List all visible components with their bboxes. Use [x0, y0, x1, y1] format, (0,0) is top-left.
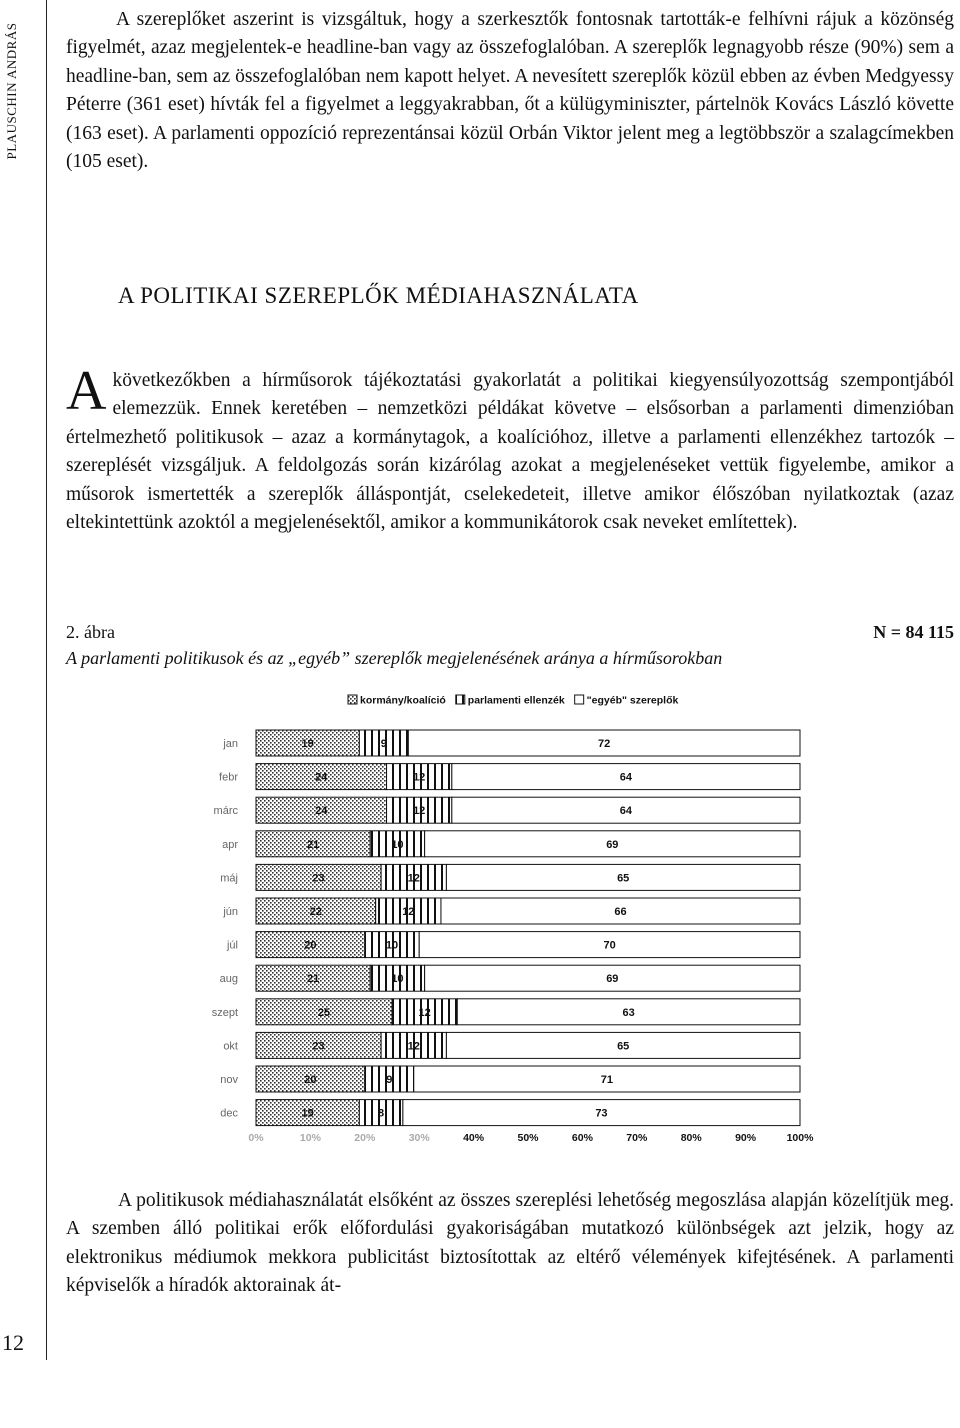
tick-label: 40% — [463, 1132, 485, 1145]
category-label: dec — [220, 1107, 238, 1120]
data-label: 12 — [407, 1040, 420, 1053]
data-label: 12 — [413, 805, 426, 818]
data-label: 25 — [317, 1006, 331, 1019]
running-author — [2, 8, 22, 178]
figure-number: 2. ábra — [66, 622, 115, 642]
data-label: 20 — [304, 939, 317, 952]
data-label: 64 — [619, 771, 633, 784]
tick-label: 100% — [786, 1132, 814, 1145]
category-label: jún — [223, 906, 238, 918]
tick-label: 50% — [517, 1132, 539, 1145]
data-label: 73 — [595, 1107, 608, 1120]
author-name: PLAUSCHIN ANDRÁS — [4, 22, 19, 160]
paragraph-2-text: következőkben a hírműsorok tájékoztatási gyakorlatát a politikai kiegyensúlyozottság szempontjából elemezzük. Ennek keretében – nemzetközi példákat követve – elsősorban a parlamenti dimenzióban értelmezhető politikusok – azaz a kormánytagok, a koalícióhoz, illetve a parlamenti ellenzékhez tartozók – szereplését vizsgáljuk. A feldolgozás során kizárólag azokat a megjelenéseket vettük figyelembe, amikor a műsorok ismertették a szereplők álláspontját, cselekedeteit, illetve amikor élőszóban nyilatkoztak (azaz eltekintettünk azoktól a megjelenésektől, amikor a kommunikátorok csak neveket említettek). — [66, 370, 954, 534]
paragraph-1-text: A szereplőket aszerint is vizsgáltuk, hogy a szerkesztők fontosnak tartották-e felhívni rájuk a közönség figyelmét, azaz megjelentek-e headline-ban vagy az összefoglalóban. A szereplők legnagyobb része (90%) sem a headline-ban, sem az összefoglalóban nem kapott helyet. A nevesített szereplők közül ebben az évben Medgyessy Péterre (361 eset) hívták fel a figyelmet a leggyakrabban, őt a külügyminiszter, pártelnök Kovács László követte (163 eset). A parlamenti oppozíció reprezentánsai közül Orbán Viktor jelent meg a legtöbbször a szalagcímekben (105 eset). — [66, 9, 954, 173]
category-label: febr — [219, 771, 238, 784]
data-label: 65 — [617, 872, 630, 885]
data-label: 12 — [407, 872, 420, 885]
data-label: 70 — [603, 939, 616, 952]
category-label: jan — [223, 738, 238, 750]
chart-bars — [256, 730, 800, 1126]
legend-swatch — [348, 695, 357, 704]
data-label: 9 — [380, 738, 387, 750]
category-label: okt — [223, 1040, 238, 1053]
data-label: 23 — [312, 872, 325, 885]
category-label: aug — [219, 973, 238, 986]
category-label: apr — [222, 838, 238, 851]
figure-caption: A parlamenti politikusok és az „egyéb” szereplők megjelenésének aránya a hírműsorokban — [66, 648, 723, 668]
page-number: 12 — [2, 1330, 24, 1355]
paragraph-3: A politikusok médiahasználatát elsőként az összes szereplési lehetőség megoszlása alapján közelítjük meg. A szemben álló politikai erők előfordulási gyakoriságában mutatkozó különbségek azt jelzik, hogy az elektronikus médiumok mekkora publicitást biztosítottak az eltérő vélemények kifejtésének. A parlamenti képviselők a híradók aktorainak át- — [66, 1190, 954, 1297]
paragraph-1 — [66, 6, 954, 176]
tick-label: 20% — [354, 1132, 376, 1145]
data-label: 66 — [614, 906, 627, 918]
data-label: 12 — [413, 771, 426, 784]
data-label: 63 — [622, 1006, 635, 1019]
paragraph-2 — [66, 360, 954, 537]
data-label: 10 — [391, 973, 404, 986]
tick-label: 0% — [248, 1132, 264, 1145]
legend-label: kormány/koalíció — [360, 694, 446, 707]
data-label: 20 — [304, 1074, 317, 1086]
chart-legend — [348, 695, 678, 707]
legend-swatch — [456, 695, 465, 704]
tick-label: 60% — [571, 1132, 593, 1145]
category-label: nov — [220, 1074, 238, 1086]
data-label: 19 — [301, 738, 314, 750]
data-label: 19 — [301, 1107, 314, 1120]
data-label: 21 — [306, 973, 320, 986]
legend-swatch — [575, 695, 584, 704]
figure-sample-size: N = 84 115 — [873, 622, 954, 642]
x-axis-ticks — [248, 1132, 814, 1144]
data-label: 10 — [385, 939, 399, 952]
data-label: 72 — [598, 738, 611, 750]
tick-label: 30% — [408, 1132, 430, 1145]
data-label: 21 — [306, 838, 320, 851]
data-label: 8 — [378, 1107, 385, 1120]
data-label: 12 — [418, 1006, 431, 1019]
category-label: máj — [220, 872, 238, 885]
data-label: 12 — [402, 906, 415, 918]
data-label: 22 — [309, 906, 322, 918]
data-label: 10 — [391, 838, 404, 851]
data-label: 64 — [619, 805, 633, 818]
legend-label: parlamenti ellenzék — [467, 694, 565, 707]
category-label: júl — [226, 939, 238, 952]
category-labels — [212, 738, 239, 1120]
tick-label: 90% — [735, 1132, 757, 1145]
data-label: 23 — [312, 1040, 325, 1053]
tick-label: 70% — [626, 1132, 648, 1145]
data-label: 24 — [315, 771, 328, 784]
data-label: 71 — [600, 1074, 614, 1086]
category-label: márc — [213, 805, 238, 818]
legend-label: "egyéb" szereplők — [586, 694, 679, 707]
data-label: 69 — [606, 973, 619, 986]
data-label: 24 — [315, 805, 328, 818]
stacked-bar-chart — [0, 680, 960, 1160]
data-label: 69 — [606, 838, 619, 851]
tick-label: 80% — [680, 1132, 702, 1145]
category-label: szept — [211, 1006, 238, 1019]
data-label: 65 — [617, 1040, 630, 1053]
data-label: 9 — [386, 1074, 393, 1086]
tick-label: 10% — [299, 1132, 321, 1145]
section-heading: A POLITIKAI SZEREPLŐK MÉDIAHASZNÁLATA — [118, 283, 639, 308]
drop-cap: A — [66, 360, 107, 422]
